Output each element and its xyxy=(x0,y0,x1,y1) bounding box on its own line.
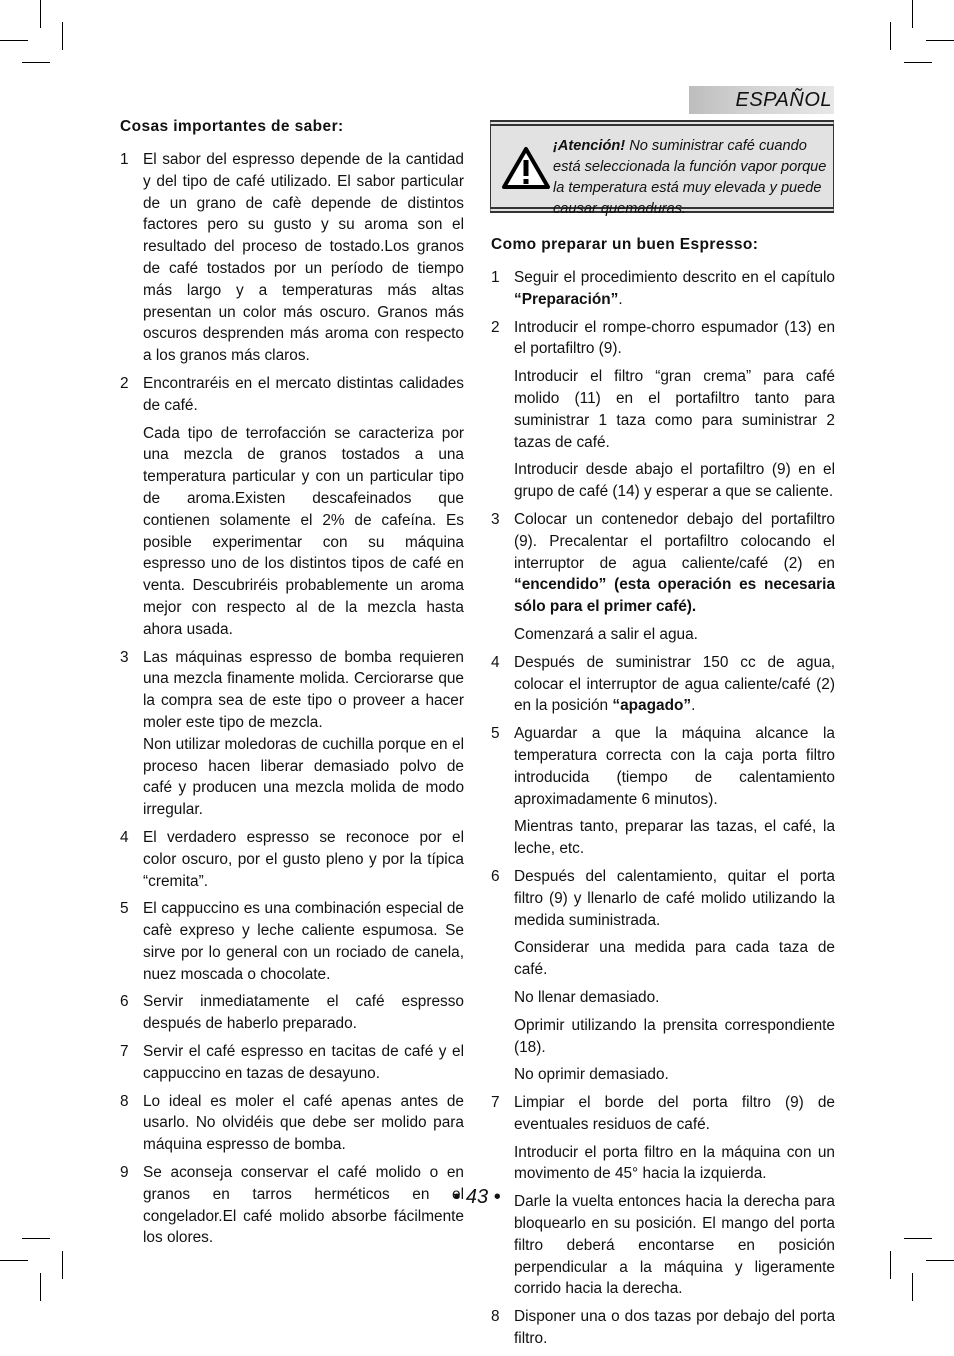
item-number: 2 xyxy=(120,374,129,392)
warning-text xyxy=(553,136,827,220)
crop-mark xyxy=(904,1238,932,1239)
item-text: Aguardar a que la máquina alcance la temperatura correcta con la caja porta filtro introducida (tiempo de calentamiento aproximadamente 6 minutos). xyxy=(514,725,835,808)
list-item xyxy=(491,317,835,361)
list-item xyxy=(120,991,464,1035)
crop-mark xyxy=(926,40,954,41)
item-emphasis: “encendido” (esta operación es necesaria sólo para el primer café). xyxy=(514,576,835,616)
item-text xyxy=(514,267,835,311)
crop-mark xyxy=(912,1273,913,1301)
list-item xyxy=(491,267,835,311)
item-number: 4 xyxy=(491,653,500,671)
warning-body: No suministrar café cuando está seleccionada la función vapor porque la temperatura está muy elevada y puede causar quemaduras. xyxy=(553,138,827,217)
item-number: 5 xyxy=(491,725,500,743)
list-item xyxy=(491,866,835,931)
left-column xyxy=(120,116,464,1255)
list-item xyxy=(120,898,464,985)
language-tab: ESPAÑOL xyxy=(689,86,834,114)
item-number: 3 xyxy=(120,648,129,666)
item-number: 3 xyxy=(491,510,500,528)
item-paragraph: Introducir desde abajo el portafiltro (9) en el grupo de café (14) y esperar a que se caliente. xyxy=(514,461,835,501)
item-text: Introducir el rompe-chorro espumador (13) en el portafiltro (9). xyxy=(514,318,835,358)
item-text-line: Non utilizar moledoras de cuchilla porque en el proceso hacen liberar demasiado polvo de café y producen una mezcla molida de modo irregular. xyxy=(143,735,464,819)
warning-title: ¡Atención! xyxy=(553,138,626,154)
section-heading: Cosas importantes de saber: xyxy=(120,118,344,135)
item-paragraph: Introducir el filtro “gran crema” para café molido (11) en el portafiltro tanto para suministrar 1 taza como para suministrar 2 tazas de café. xyxy=(514,368,835,451)
item-number: 7 xyxy=(120,1043,129,1061)
item-number: 2 xyxy=(491,318,500,336)
crop-mark xyxy=(40,0,41,28)
crop-mark xyxy=(40,1273,41,1301)
item-emphasis: “Preparación” xyxy=(514,290,619,308)
warning-box xyxy=(490,120,834,217)
item-text-line: Las máquinas espresso de bomba requieren una mezcla finamente molida. Cerciorarse que la compra sea de este tipo o proveer a hacer moler este tipo de mezcla. xyxy=(143,648,464,731)
list-item xyxy=(120,373,464,417)
item-text: Servir inmediatamente el café espresso después de haberlo preparado. xyxy=(143,993,464,1033)
item-paragraph: Mientras tanto, preparar las tazas, el café, la leche, etc. xyxy=(514,818,835,858)
crop-mark xyxy=(62,1251,63,1279)
item-text-line: Seguir el procedimiento descrito en el capítulo xyxy=(514,269,835,286)
page-number: • 43 • xyxy=(453,1186,501,1208)
item-paragraph: Considerar una medida para cada taza de café. xyxy=(514,939,835,979)
list-item xyxy=(120,1041,464,1085)
item-number: 6 xyxy=(491,867,500,885)
list-item xyxy=(491,1092,835,1136)
list-item xyxy=(120,149,464,367)
crop-mark xyxy=(22,1238,50,1239)
crop-mark xyxy=(0,1260,28,1261)
crop-mark xyxy=(62,22,63,50)
crop-mark xyxy=(926,1260,954,1261)
item-paragraph: Darle la vuelta entonces hacia la derecha para bloquearlo en su posición. El mango del porta filtro deberá encontarse en posición perpendicular a la máquina y ligeramente corrido hacia la derecha. xyxy=(514,1193,835,1298)
item-text-line: Colocar un contenedor debajo del portafiltro (9). Precalentar el portafiltro colocando el interruptor de agua caliente/café (2) en xyxy=(514,510,835,572)
crop-mark xyxy=(912,0,913,28)
item-text: El sabor del espresso depende de la cantidad y del tipo de café utilizado. El sabor particular de un grano de cafè depende de distintos factores pero su gusto y su aroma son el resultado del proceso de tostado.Los granos de café tostados por un período de tiempo más largo y a temperaturas más altas presentan un color más oscuro. Granos más oscuros desprenden más aroma con respecto a los granos más claros. xyxy=(143,151,464,365)
list-item xyxy=(120,827,464,892)
crop-mark xyxy=(22,62,50,63)
item-emphasis: “apagado” xyxy=(612,697,692,715)
item-text-end: . xyxy=(618,290,623,308)
item-number: 1 xyxy=(120,151,129,168)
item-text: El verdadero espresso se reconoce por el color oscuro, por el gusto pleno y por la típica “cremita”. xyxy=(143,828,464,890)
item-number: 6 xyxy=(120,993,129,1011)
item-text-end: . xyxy=(691,697,696,715)
item-number: 7 xyxy=(491,1094,500,1112)
item-paragraph: No oprimir demasiado. xyxy=(514,1066,669,1084)
item-paragraph: No llenar demasiado. xyxy=(514,988,660,1006)
list-item xyxy=(120,647,464,821)
item-text: Servir el café espresso en tacitas de café y el cappuccino en tazas de desayuno. xyxy=(143,1043,464,1082)
item-text xyxy=(514,509,835,618)
list-item xyxy=(491,1306,835,1350)
item-text: Encontraréis en el mercato distintas calidades de café. xyxy=(143,374,464,414)
item-number: 9 xyxy=(120,1164,129,1182)
item-number: 1 xyxy=(491,269,500,286)
item-text: Limpiar el borde del porta filtro (9) de eventuales residuos de café. xyxy=(514,1094,835,1133)
crop-mark xyxy=(0,40,28,41)
item-number: 8 xyxy=(120,1092,129,1110)
list-item xyxy=(120,1091,464,1156)
crop-mark xyxy=(904,62,932,63)
item-text: El cappuccino es una combinación especial de cafè expreso y leche caliente espumosa. Se sirve por lo general con un rociado de canela, nuez moscada o chocolate. xyxy=(143,900,464,983)
section-heading: Como preparar un buen Espresso: xyxy=(491,236,759,253)
item-number: 5 xyxy=(120,900,129,918)
item-text xyxy=(514,652,835,717)
item-text: Después del calentamiento, quitar el porta filtro (9) y llenarlo de café molido utilizando la medida suministrada. xyxy=(514,867,835,929)
item-text: Disponer una o dos tazas por debajo del porta filtro. xyxy=(514,1308,835,1348)
item-paragraph: Comenzará a salir el agua. xyxy=(514,625,698,643)
item-text: Se aconseja conservar el café molido o en granos en tarros herméticos en el congelador.El café molido absorbe fácilmente los olores. xyxy=(143,1164,464,1247)
list-item xyxy=(491,652,835,717)
item-number: 8 xyxy=(491,1308,500,1326)
crop-mark xyxy=(890,1251,891,1279)
item-paragraph: Introducir el porta filtro en la máquina con un movimento de 45° hacia la izquierda. xyxy=(514,1143,835,1183)
item-text xyxy=(143,647,464,821)
item-paragraph: Cada tipo de terrofacción se caracteriza por una mezcla de granos tostados a una temperatura particular y con un particular tipo de aroma.Existen descafeinados que contienen solamente el 2% de cafeína. Es posible experimentar con su máquina espresso uno de los distintos tipos de café en venta. Descubriréis probablemente un aroma mejor con respecto al de la mezcla hasta ahora usada. xyxy=(143,424,464,638)
list-item xyxy=(491,509,835,618)
item-number: 4 xyxy=(120,828,129,846)
item-text-line: Después de suministrar 150 cc de agua, colocar el interruptor de agua caliente/café (2) en la posición xyxy=(514,653,835,715)
crop-mark xyxy=(890,22,891,50)
warning-triangle-icon xyxy=(501,146,551,190)
list-item xyxy=(491,723,835,810)
item-paragraph: Oprimir utilizando la prensita correspondiente (18). xyxy=(514,1016,835,1056)
item-text: Lo ideal es moler el café apenas antes de usarlo. No olvidéis que debe ser molido para máquina espresso de bomba. xyxy=(143,1092,464,1154)
